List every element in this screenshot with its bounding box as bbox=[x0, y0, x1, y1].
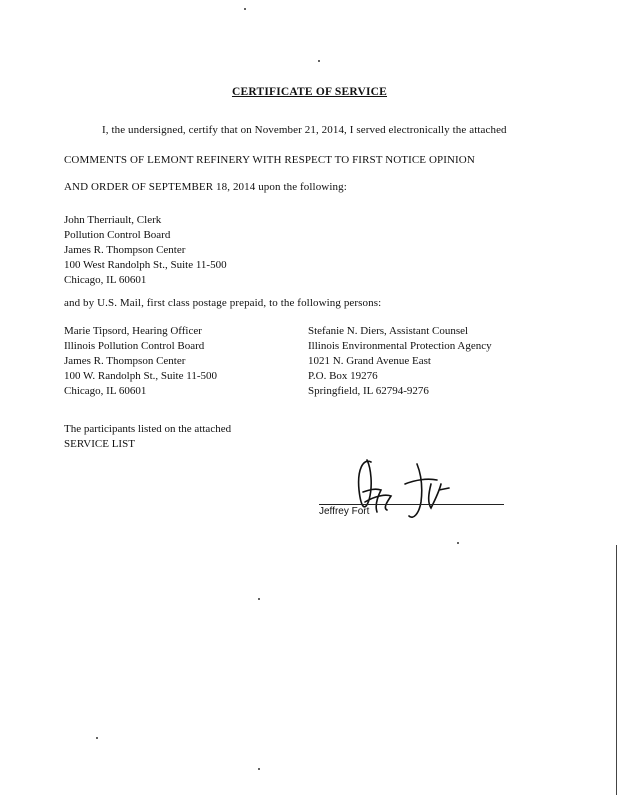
address-line: 100 West Randolph St., Suite 11-500 bbox=[64, 259, 227, 271]
scan-speck bbox=[318, 60, 320, 62]
electronic-recipient-address bbox=[64, 213, 227, 288]
signer-name: Jeffrey Fort bbox=[319, 506, 370, 517]
document-title: CERTIFICATE OF SERVICE bbox=[231, 86, 388, 98]
signature-line bbox=[319, 504, 504, 505]
address-line: James R. Thompson Center bbox=[64, 355, 186, 367]
address-line: 100 W. Randolph St., Suite 11-500 bbox=[64, 370, 217, 382]
handwritten-signature bbox=[335, 450, 465, 530]
address-line: Illinois Pollution Control Board bbox=[64, 340, 205, 352]
participants-note bbox=[64, 422, 231, 452]
address-line: Springfield, IL 62794-9276 bbox=[308, 385, 429, 397]
scan-edge-mark bbox=[616, 545, 618, 795]
address-line: John Therriault, Clerk bbox=[64, 214, 162, 226]
address-line: Chicago, IL 60601 bbox=[64, 274, 147, 286]
address-line: Stefanie N. Diers, Assistant Counsel bbox=[308, 325, 469, 337]
address-line: James R. Thompson Center bbox=[64, 244, 186, 256]
participants-line: The participants listed on the attached bbox=[64, 423, 232, 435]
address-line: Pollution Control Board bbox=[64, 229, 171, 241]
mail-recipient-left bbox=[64, 324, 217, 399]
address-line: Marie Tipsord, Hearing Officer bbox=[64, 325, 202, 337]
address-line: Chicago, IL 60601 bbox=[64, 385, 147, 397]
participants-line: SERVICE LIST bbox=[64, 438, 135, 450]
intro-line-2: COMMENTS OF LEMONT REFINERY WITH RESPECT TO FIRST NOTICE OPINION bbox=[64, 154, 475, 166]
mail-intro: and by U.S. Mail, first class postage prepaid, to the following persons: bbox=[64, 297, 382, 309]
address-line: Illinois Environmental Protection Agency bbox=[308, 340, 492, 352]
scan-speck bbox=[244, 8, 246, 10]
address-line: P.O. Box 19276 bbox=[308, 370, 378, 382]
mail-recipient-right bbox=[308, 324, 492, 399]
intro-line-1: I, the undersigned, certify that on November 21, 2014, I served electronically the attached bbox=[102, 124, 507, 136]
scan-speck bbox=[457, 542, 459, 544]
intro-line-3: AND ORDER OF SEPTEMBER 18, 2014 upon the following: bbox=[64, 181, 347, 193]
scan-speck bbox=[258, 768, 260, 770]
scan-speck bbox=[258, 598, 260, 600]
scan-speck bbox=[96, 737, 98, 739]
address-line: 1021 N. Grand Avenue East bbox=[308, 355, 431, 367]
